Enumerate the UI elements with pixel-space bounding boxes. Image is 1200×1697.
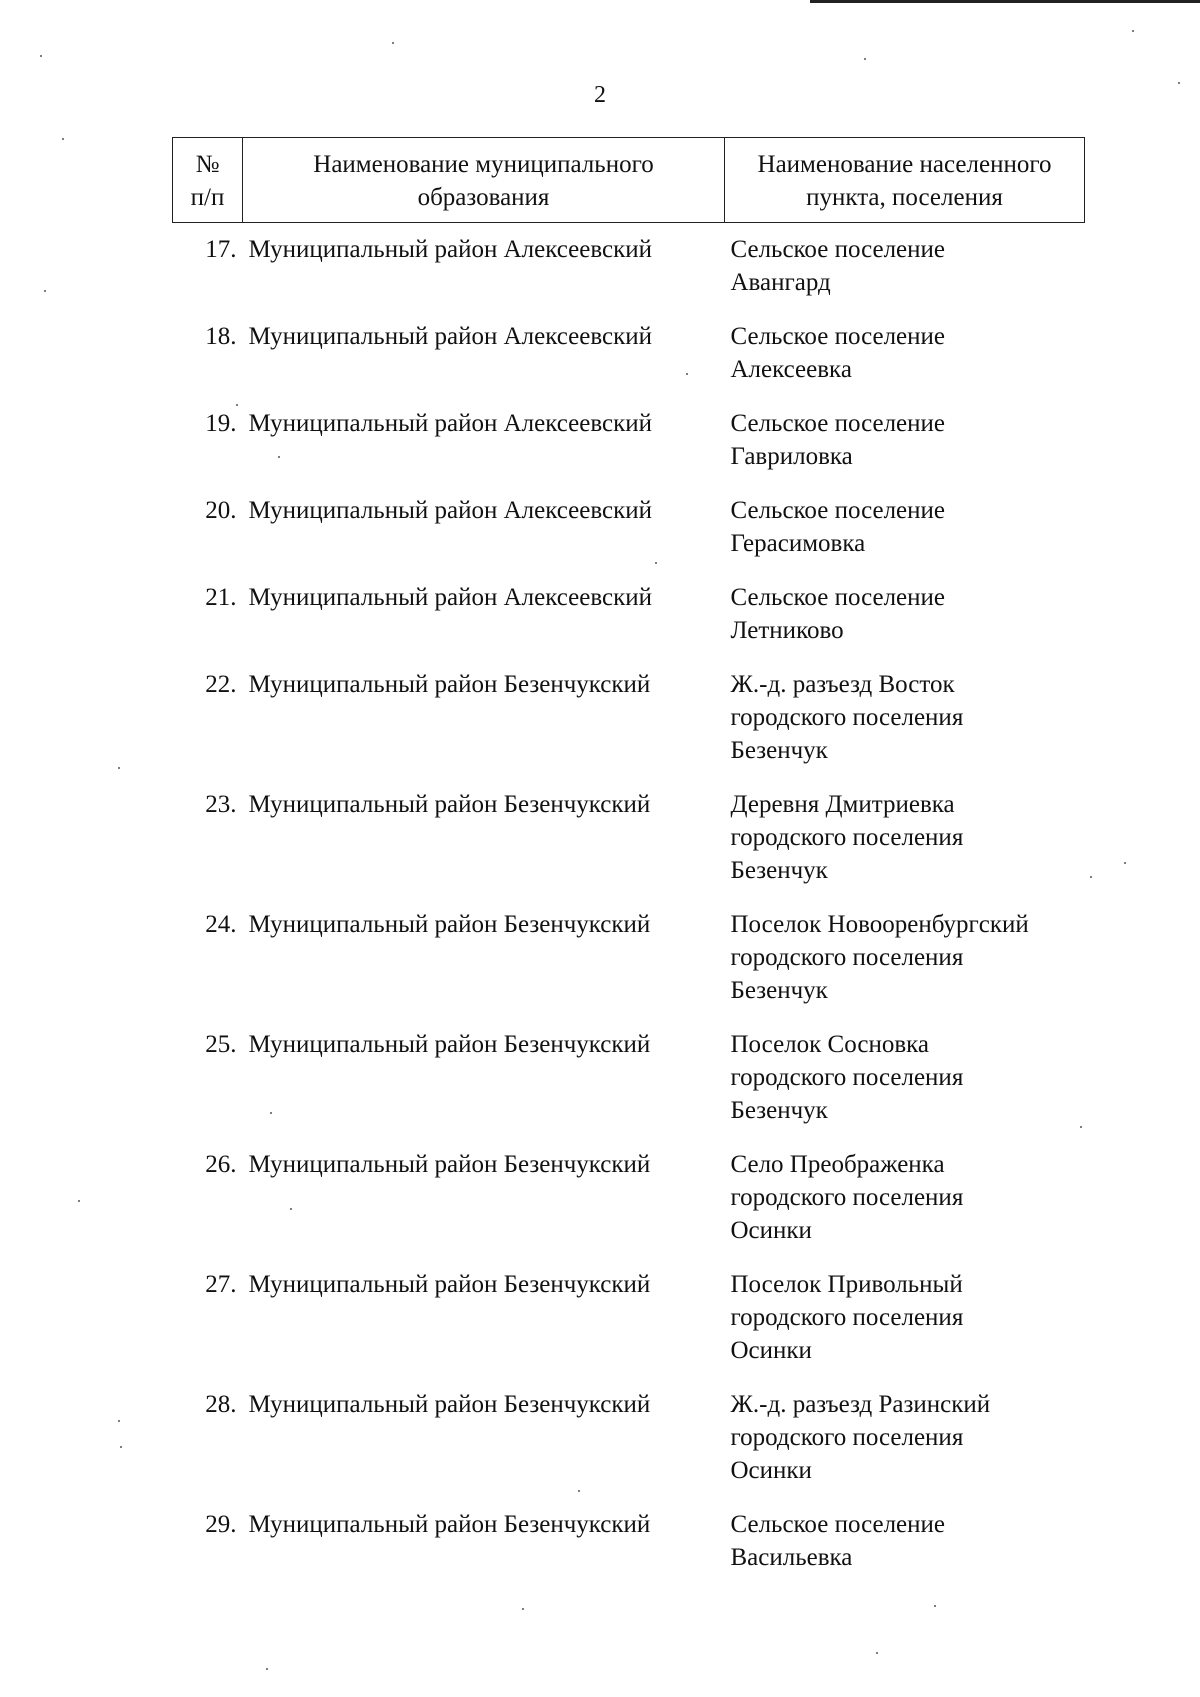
- municipality-name: Муниципальный район Безенчукский: [248, 1271, 651, 1298]
- table-row: [173, 407, 1085, 494]
- header-num: [173, 138, 243, 223]
- settlement-name: [725, 1388, 1085, 1508]
- row-number: 28.: [205, 1391, 237, 1418]
- table-header: [173, 138, 1085, 223]
- settlement-name-line: городского поселения: [730, 1064, 964, 1091]
- settlement-name-line: Поселок Привольный: [730, 1271, 963, 1298]
- settlement-name: [725, 1508, 1085, 1595]
- row-number: 24.: [205, 911, 237, 938]
- header-municipality-line-1: Наименование муниципального: [313, 151, 654, 178]
- row-number: 29.: [205, 1511, 237, 1538]
- row-number: 23.: [205, 791, 237, 818]
- settlement-name-line: Алексеевка: [730, 356, 852, 383]
- settlement-name-line: Осинки: [730, 1337, 812, 1364]
- settlement-name-line: Гавриловка: [730, 443, 853, 470]
- municipality-name: Муниципальный район Безенчукский: [248, 791, 651, 818]
- municipality-name: Муниципальный район Безенчукский: [248, 671, 651, 698]
- settlement-name-line: городского поселения: [730, 704, 964, 731]
- settlement-name-line: Авангард: [730, 269, 831, 296]
- municipality-name: Муниципальный район Алексеевский: [248, 410, 653, 437]
- settlement-name: [725, 581, 1085, 668]
- header-municipality-line-2: образования: [417, 184, 550, 211]
- municipality-name: Муниципальный район Алексеевский: [248, 584, 653, 611]
- settlement-name-line: городского поселения: [730, 1424, 964, 1451]
- row-number: 27.: [205, 1271, 237, 1298]
- settlement-name: [725, 494, 1085, 581]
- settlement-name: [725, 223, 1085, 321]
- settlement-name-line: городского поселения: [730, 1304, 964, 1331]
- municipality-name: Муниципальный район Безенчукский: [248, 1031, 651, 1058]
- row-number: 18.: [205, 323, 237, 350]
- row-number: 19.: [205, 410, 237, 437]
- settlement-name-line: Сельское поселение: [730, 497, 946, 524]
- settlement-name-line: городского поселения: [730, 944, 964, 971]
- settlement-name: [725, 320, 1085, 407]
- settlement-name-line: Осинки: [730, 1217, 812, 1244]
- row-number: 21.: [205, 584, 237, 611]
- table-row: [173, 788, 1085, 908]
- settlement-name-line: Безенчук: [730, 977, 828, 1004]
- settlement-name-line: Безенчук: [730, 857, 828, 884]
- row-number: 20.: [205, 497, 237, 524]
- header-num-line-2: п/п: [190, 184, 225, 211]
- settlement-name: [725, 1268, 1085, 1388]
- municipality-name: Муниципальный район Безенчукский: [248, 1511, 651, 1538]
- settlement-name-line: Ж.-д. разъезд Восток: [730, 671, 955, 698]
- municipality-name: Муниципальный район Безенчукский: [248, 911, 651, 938]
- settlement-name-line: Сельское поселение: [730, 410, 946, 437]
- settlement-name-line: Летниково: [730, 617, 844, 644]
- page-number: 2: [594, 82, 606, 108]
- header-settlement-line-1: Наименование населенного: [757, 151, 1052, 178]
- settlements-table: [172, 137, 1085, 1595]
- header-settlement-line-2: пункта, поселения: [806, 184, 1003, 211]
- settlement-name-line: Сельское поселение: [730, 1511, 946, 1538]
- settlement-name-line: Безенчук: [730, 1097, 828, 1124]
- row-number: 17.: [205, 236, 237, 263]
- settlement-name-line: Поселок Сосновка: [730, 1031, 929, 1058]
- settlement-name: [725, 1148, 1085, 1268]
- row-number: 26.: [205, 1151, 237, 1178]
- settlement-name-line: Ж.-д. разъезд Разинский: [730, 1391, 991, 1418]
- settlement-name: [725, 668, 1085, 788]
- settlement-name-line: городского поселения: [730, 1184, 964, 1211]
- table-row: [173, 223, 1085, 321]
- row-number: 22.: [205, 671, 237, 698]
- settlement-name-line: городского поселения: [730, 824, 964, 851]
- table-body: [173, 223, 1085, 1596]
- municipality-name: Муниципальный район Алексеевский: [248, 323, 653, 350]
- settlement-name: [725, 1028, 1085, 1148]
- settlement-name-line: Сельское поселение: [730, 236, 946, 263]
- settlement-name-line: Герасимовка: [730, 530, 866, 557]
- municipality-name: Муниципальный район Безенчукский: [248, 1151, 651, 1178]
- table-row: [173, 1268, 1085, 1388]
- table-row: [173, 494, 1085, 581]
- header-row: [173, 138, 1085, 223]
- settlement-name: [725, 788, 1085, 908]
- header-num-line-1: №: [195, 151, 220, 178]
- settlement-name-line: Поселок Новооренбургский: [730, 911, 1029, 938]
- settlement-name-line: Безенчук: [730, 737, 828, 764]
- header-settlement: [725, 138, 1085, 223]
- settlement-name-line: Сельское поселение: [730, 323, 946, 350]
- municipality-name: Муниципальный район Алексеевский: [248, 497, 653, 524]
- table-row: [173, 1148, 1085, 1268]
- municipality-name: Муниципальный район Безенчукский: [248, 1391, 651, 1418]
- settlement-name-line: Васильевка: [730, 1544, 853, 1571]
- settlement-name-line: Осинки: [730, 1457, 812, 1484]
- table-row: [173, 668, 1085, 788]
- settlement-name-line: Село Преображенка: [730, 1151, 945, 1178]
- table-row: [173, 1388, 1085, 1508]
- settlement-name: [725, 908, 1085, 1028]
- table-row: [173, 1028, 1085, 1148]
- row-number: 25.: [205, 1031, 237, 1058]
- table-row: [173, 320, 1085, 407]
- settlement-name: [725, 407, 1085, 494]
- settlement-name-line: Деревня Дмитриевка: [730, 791, 955, 818]
- settlement-name-line: Сельское поселение: [730, 584, 946, 611]
- municipality-name: Муниципальный район Алексеевский: [248, 236, 653, 263]
- header-municipality: [243, 138, 725, 223]
- top-rule: [810, 0, 1200, 3]
- table-row: [173, 908, 1085, 1028]
- table-row: [173, 1508, 1085, 1595]
- table-row: [173, 581, 1085, 668]
